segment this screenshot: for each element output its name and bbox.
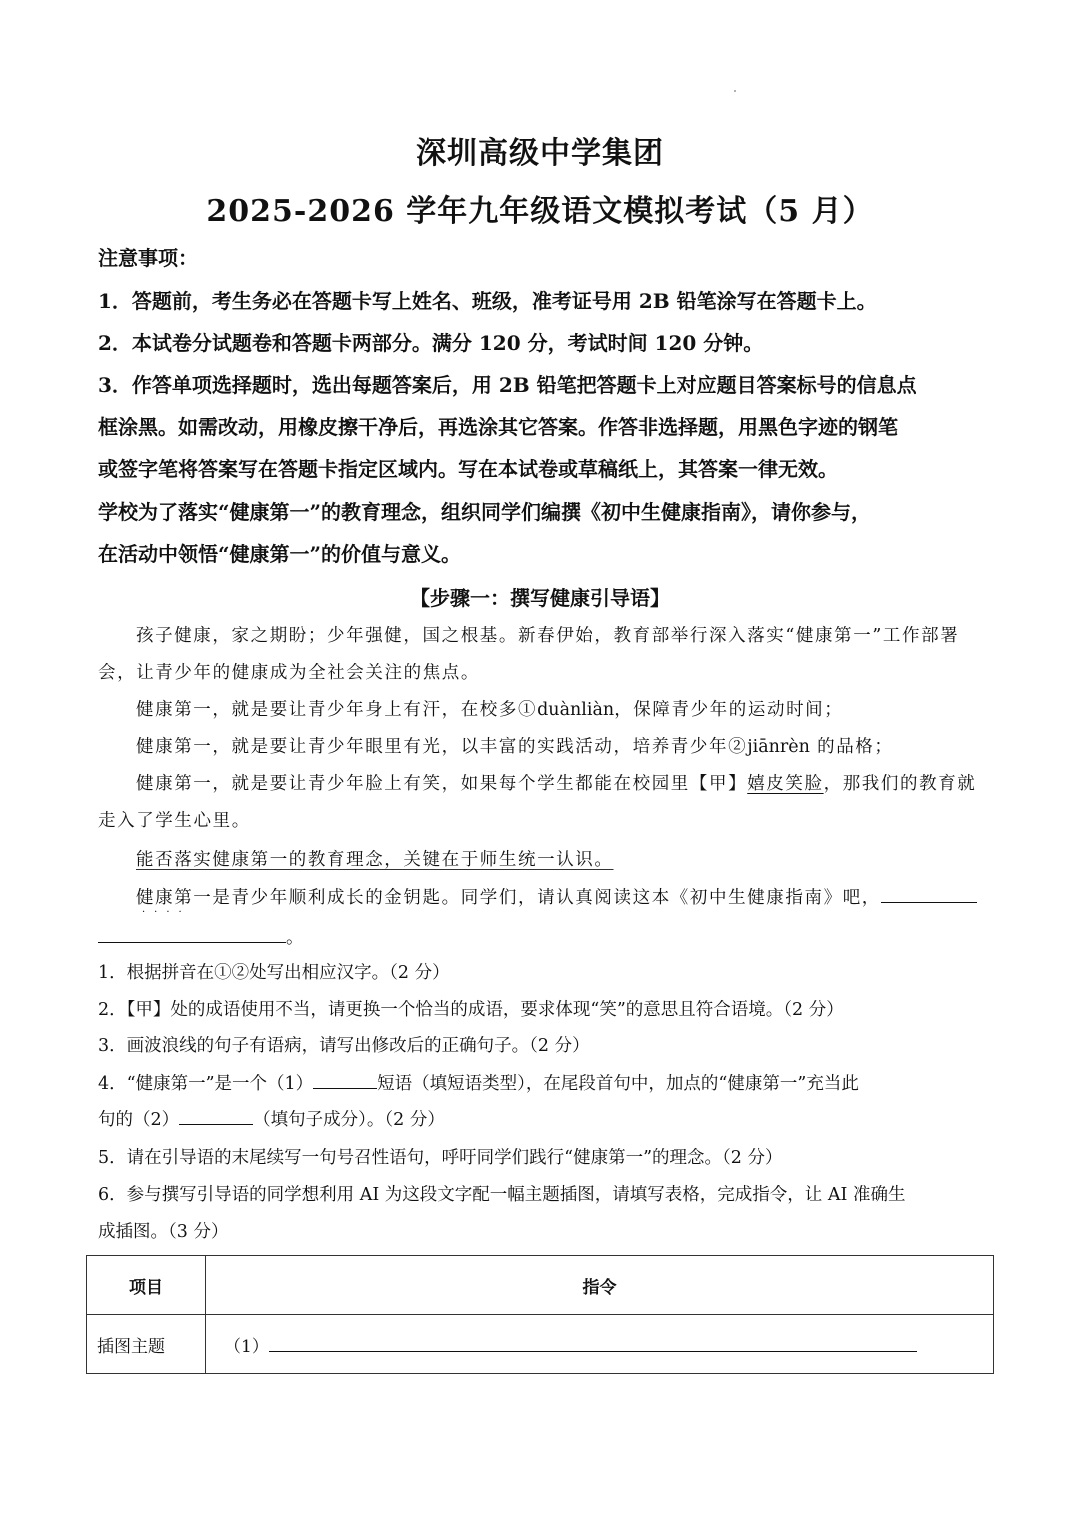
row-prefix: （1）	[224, 1336, 269, 1357]
passage-p4	[98, 766, 1020, 803]
intro-line-1: 学校为了落实“健康第一”的教育理念，组织同学们编撰《初中生健康指南》，请你参与，	[98, 500, 872, 524]
emphasized-phrase: 健康第一 ····	[136, 888, 213, 918]
ai-command-table	[86, 1255, 994, 1374]
question-4-cont	[98, 1102, 982, 1139]
p4-text-a: 健康第一，就是要让青少年脸上有笑，如果每个学生都能在校园里【甲】	[136, 774, 748, 794]
wavy-sentence: 能否落实健康第一的教育理念，关键在于师生统一认识。	[136, 850, 614, 870]
answer-blank-q4-1[interactable]	[313, 1087, 377, 1089]
step1-title: 【步骤一：撰写健康引导语】	[410, 586, 670, 610]
notes-heading: 注意事项：	[98, 246, 198, 270]
p6-end: 。	[286, 928, 306, 948]
header-command: 指令	[206, 1256, 994, 1315]
q4-text-a: 4．“健康第一”是一个（1）	[98, 1074, 314, 1094]
q4-text-c: 句的（2）	[98, 1110, 180, 1130]
question-6-line2: 成插图。（3 分）	[98, 1222, 229, 1242]
q4-text-b: 短语（填短语类型），在尾段首句中，加点的“健康第一”充当此	[377, 1074, 859, 1094]
note-item-1: 1．答题前，考生务必在答题卡写上姓名、班级，准考证号用 2B 铅笔涂写在答题卡上。	[98, 289, 877, 313]
question-1: 1．根据拼音在①②处写出相应汉字。（2 分）	[98, 963, 450, 983]
p3-text-b: 的品格；	[809, 737, 894, 757]
intro-line-2: 在活动中领悟“健康第一”的价值与意义。	[98, 542, 462, 566]
note-item-3-end: 或签字笔将答案写在答题卡指定区域内。写在本试卷或草稿纸上，其答案一律无效。	[98, 457, 838, 481]
idiom-xipi-xiaolian: 嬉皮笑脸	[747, 774, 824, 794]
question-6-line1: 6．参与撰写引导语的同学想利用 AI 为这段文字配一幅主题插图，请填写表格，完成指令，让 AI 准确生	[98, 1185, 906, 1205]
p2-text-a: 健康第一，就是要让青少年身上有汗，在校多①	[136, 700, 538, 720]
p2-text-b: ，保障青少年的运动时间；	[614, 700, 844, 720]
pinyin-jianren: jiānrèn	[747, 737, 810, 757]
row-answer-theme	[206, 1315, 994, 1374]
passage-p5	[98, 842, 1020, 879]
passage-p6	[98, 880, 1020, 917]
q4-text-d: （填句子成分）。（2 分）	[253, 1110, 445, 1130]
table-row	[87, 1315, 994, 1374]
p4-text-b: ，那我们的教育就	[823, 774, 977, 794]
page-speck	[734, 90, 736, 92]
pinyin-duanlian: duànliàn	[537, 700, 615, 720]
answer-blank-p6b[interactable]	[98, 941, 286, 943]
passage-p3	[98, 729, 1020, 766]
passage-p1-line2: 会，让青少年的健康成为全社会关注的焦点。	[98, 663, 480, 683]
question-5: 5．请在引导语的末尾续写一句号召性语句，呼吁同学们践行“健康第一”的理念。（2 分）	[98, 1148, 783, 1168]
note-item-3-cont: 框涂黑。如需改动，用橡皮擦干净后，再选涂其它答案。作答非选择题，用黑色字迹的钢笔	[98, 415, 898, 439]
header-item: 项目	[87, 1256, 206, 1315]
answer-blank-p6a[interactable]	[881, 901, 977, 903]
note-item-2: 2．本试卷分试题卷和答题卡两部分。满分 120 分，考试时间 120 分钟。	[98, 331, 764, 355]
note-item-3: 3．作答单项选择题时，选出每题答案后，用 2B 铅笔把答题卡上对应题目答案标号的信息点	[98, 373, 917, 397]
passage-p2	[98, 692, 1020, 729]
answer-blank-theme[interactable]	[269, 1350, 917, 1352]
p3-text-a: 健康第一，就是要让青少年眼里有光，以丰富的实践活动，培养青少年②	[136, 737, 748, 757]
answer-blank-q4-2[interactable]	[179, 1123, 253, 1125]
question-3: 3．画波浪线的句子有语病，请写出修改后的正确句子。（2 分）	[98, 1036, 590, 1056]
p6-text: 是青少年顺利成长的金钥匙。同学们，请认真阅读这本《初中生健康指南》吧，	[212, 888, 881, 908]
table-header-row	[87, 1256, 994, 1315]
school-title: 深圳高级中学集团	[416, 136, 664, 171]
question-4	[98, 1066, 982, 1103]
passage-p6-line2	[98, 920, 982, 957]
row-label-theme: 插图主题	[87, 1315, 206, 1374]
passage-p4-line2: 走入了学生心里。	[98, 811, 251, 831]
emphasis-dots: ····	[142, 907, 191, 918]
passage-p1-line1: 孩子健康，家之期盼；少年强健，国之根基。新春伊始，教育部举行深入落实“健康第一”工作部署	[136, 626, 960, 646]
exam-title: 2025-2026 学年九年级语文模拟考试（5 月）	[206, 194, 874, 229]
question-2: 2．【甲】处的成语使用不当，请更换一个恰当的成语，要求体现“笑”的意思且符合语境。（2 分）	[98, 1000, 844, 1020]
